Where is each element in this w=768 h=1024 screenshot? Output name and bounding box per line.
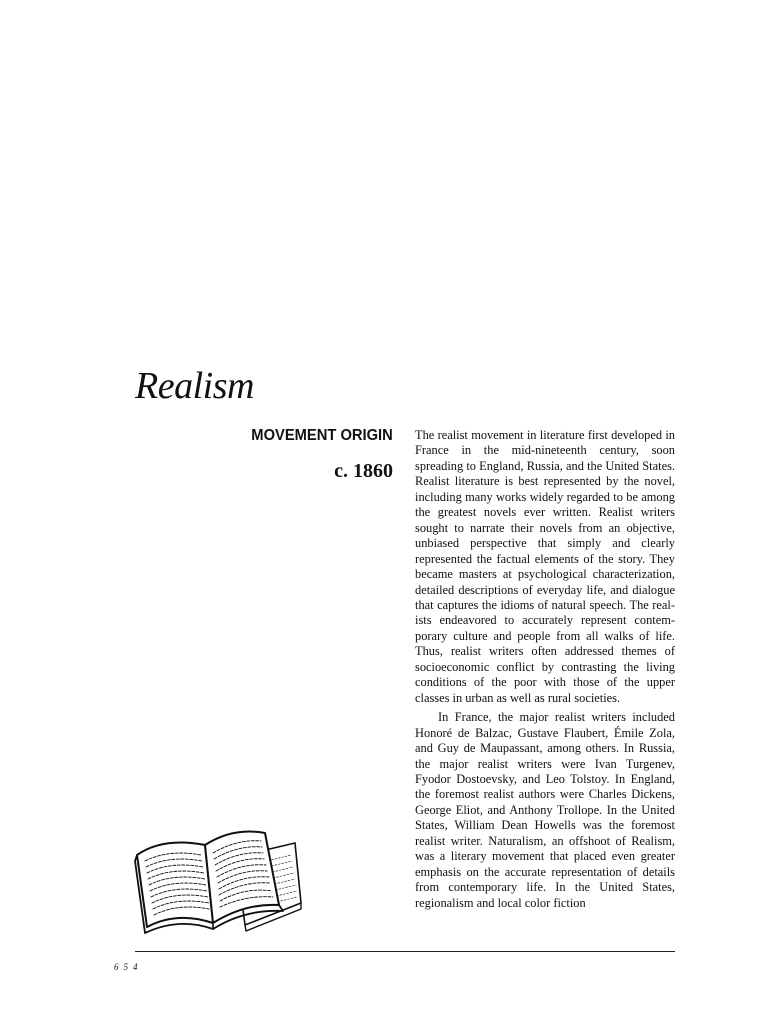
footer-rule <box>135 951 675 952</box>
body-paragraph: The realist movement in literature first developed in France in the mid-nineteenth century, soon spreading to England, Russia, and the United States. Realist literature is best represented by the novel, including many works widely regarded to be among the greatest novels ever written. Realist writers sought to narrate their novels from an objective, unbiased perspective that simply and clearly represented the factual elements of the story. They became masters at psychological characterization, detailed descriptions of everyday life, and dialogue that captures the idioms of natural speech. The realists endeavored to accurately represent contemporary culture and people from all walks of life. Thus, realist writers often addressed themes of socioeconomic conflict by contrasting the living conditions of the poor with those of the upper classes in urban as well as rural societies. <box>415 428 675 705</box>
body-text-column <box>415 428 675 911</box>
page-title: Realism <box>135 365 254 407</box>
body-paragraph: In France, the major realist writers included Honoré de Balzac, Gustave Flaubert, Émile Zola, and Guy de Maupassant, among others. In Russia, the major realist writers were Ivan Turgenev, Fyodor Dostoevsky, and Leo Tolstoy. In England, the foremost realist authors were Charles Dickens, George Eliot, and Anthony Trollope. In the United States, William Dean Howells was the foremost realist writer. Naturalism, an offshoot of Realism, was a literary movement that placed even greater emphasis on the accurate representation of details from contemporary life. In the United States, regionalism and local color fiction <box>415 710 675 910</box>
open-book-illustration <box>133 815 303 935</box>
page-number: 654 <box>114 962 143 972</box>
movement-origin-label: MOVEMENT ORIGIN <box>251 427 393 444</box>
movement-origin-year: c. 1860 <box>334 460 393 482</box>
